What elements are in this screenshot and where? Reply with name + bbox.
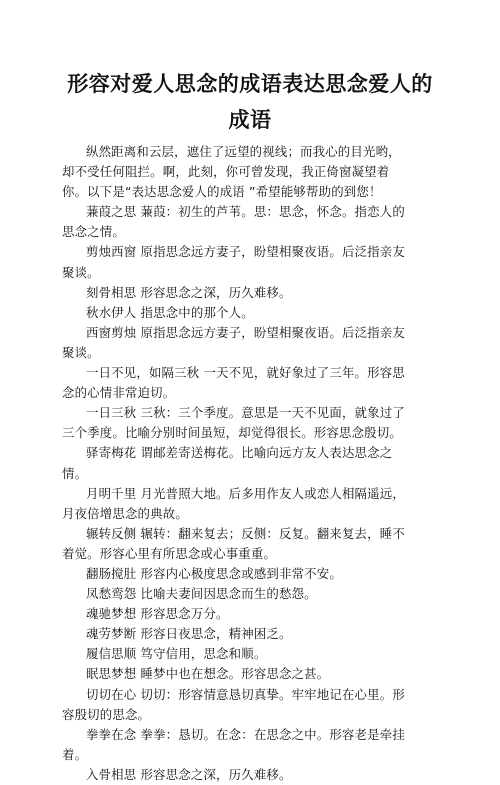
idiom-entry: 蒹葭之思 蒹葭：初生的芦苇。思：思念，怀念。指恋人的思念之情。 (62, 204, 405, 240)
idiom-entry: 翻肠搅肚 形容内心极度思念或感到非常不安。 (86, 565, 342, 581)
idiom-entry: 月明千里 月光普照大地。后多用作友人或恋人相隔遥远，月夜倍增思念的典故。 (62, 485, 405, 521)
idiom-entry: 西窗剪烛 原指思念远方妻子，盼望相聚夜语。后泛指亲友聚谈。 (62, 324, 405, 360)
document-title-line2: 成语 (228, 108, 272, 132)
idiom-entry: 一日不见，如隔三秋 一天不见，就好象过了三年。形容思念的心情非常迫切。 (62, 365, 405, 401)
idiom-entry: 驿寄梅花 谓邮差寄送梅花。比喻向远方友人表达思念之情。 (62, 445, 393, 481)
idiom-entry: 拳拳在念 拳拳：恳切。在念：在思念之中。形容老是牵挂着。 (62, 726, 405, 762)
idiom-entry: 秋水伊人 指思念中的那个人。 (86, 304, 254, 320)
idiom-entry: 切切在心 切切：形容情意恳切真挚。牢牢地记在心里。形容殷切的思念。 (62, 686, 405, 722)
idiom-entry: 眠思梦想 睡梦中也在想念。形容思念之甚。 (86, 666, 330, 682)
idiom-entry: 刻骨相思 形容思念之深，历久难移。 (86, 284, 292, 300)
idiom-entry: 魂驰梦想 形容思念万分。 (86, 606, 229, 622)
idiom-entry: 一日三秋 三秋：三个季度。意思是一天不见面，就象过了三个季度。比喻分别时间虽短，却觉得很长。形容思念殷切。 (62, 405, 405, 441)
idiom-entry: 履信思顺 笃守信用，思念和顺。 (86, 646, 267, 662)
idiom-entry: 凤愁鸾怨 比喻夫妻间因思念而生的愁怨。 (86, 586, 317, 602)
document-title-line1: 形容对爱人思念的成语表达思念爱人的 (67, 72, 433, 96)
intro-paragraph: 纵然距离和云层，遮住了远望的视线；而我心的目光哟，却不受任何阻拦。啊，此刻，你可曾发现，我正倚窗凝望着你。以下是“表达思念爱人的成语 ”希望能够帮助的到您！ (62, 144, 401, 200)
idiom-entry: 剪烛西窗 原指思念远方妻子，盼望相聚夜语。后泛指亲友聚谈。 (62, 244, 405, 280)
idiom-entry: 入骨相思 形容思念之深，历久难移。 (86, 766, 292, 782)
idiom-entry: 辗转反侧 辗转：翻来复去；反侧：反复。翻来复去，睡不着觉。形容心里有所思念或心事重重。 (62, 525, 405, 561)
document-body (62, 142, 412, 785)
idiom-entry: 魂劳梦断 形容日夜思念，精神困乏。 (86, 626, 292, 642)
